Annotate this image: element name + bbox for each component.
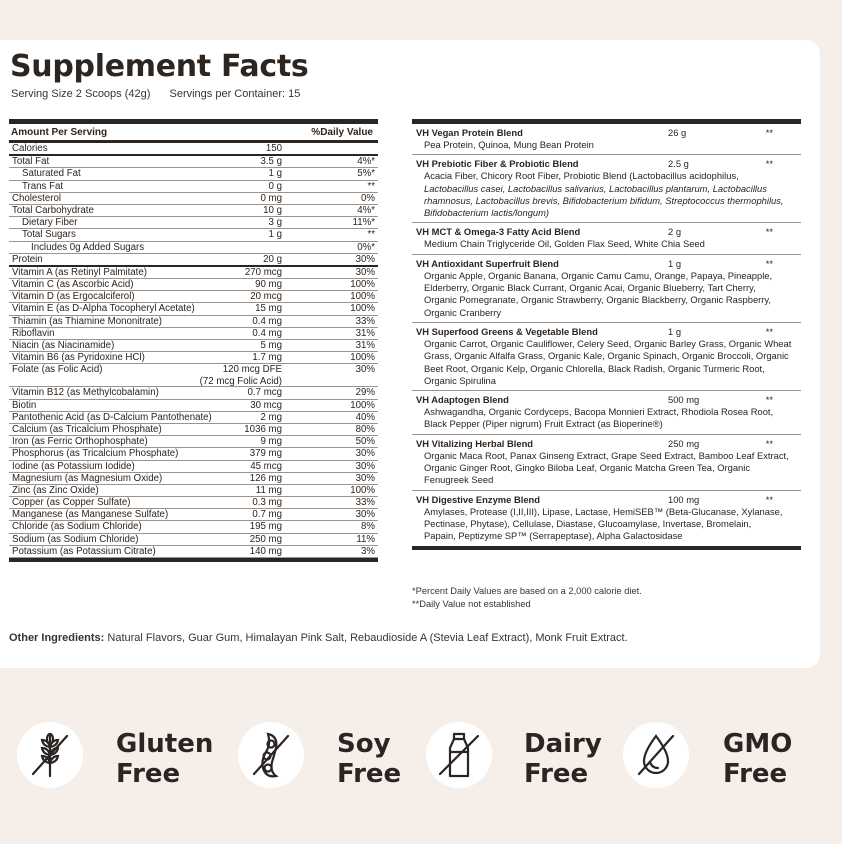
nutrient-name: Pantothenic Acid (as D-Calcium Pantothenate) <box>12 411 212 423</box>
soy-free-label <box>337 729 401 789</box>
nutrient-amount-line: 195 mg <box>249 521 282 533</box>
nutrient-daily-value: 0%* <box>357 241 375 253</box>
blend-daily-value: ** <box>765 127 773 138</box>
nutrient-daily-value: 40% <box>355 411 375 423</box>
badge-line2: Free <box>116 759 181 789</box>
nutrient-amount <box>260 340 282 351</box>
nutrient-amount <box>256 485 282 496</box>
blend-daily-value: ** <box>765 226 773 238</box>
nutrient-daily-value: 100% <box>350 291 375 303</box>
blend-amount: 250 mg <box>668 437 700 449</box>
nutrient-daily-value: 29% <box>355 387 375 399</box>
nutrient-amount <box>255 279 282 290</box>
blend-header <box>416 394 797 406</box>
nutrient-amount-line: 20 g <box>263 253 282 265</box>
nutrient-daily-value: 31% <box>355 327 375 339</box>
blend-amount: 500 mg <box>668 394 700 406</box>
dairy-free-badge <box>426 722 492 788</box>
nutrient-amount <box>252 497 282 508</box>
nutrient-amount <box>250 448 282 459</box>
nutrient-name: Sodium (as Sodium Chloride) <box>12 533 139 545</box>
table-row <box>9 291 378 303</box>
blend-ingredients-line: Amylases, Protease (I,II,III), Lipase, Lactase, HemiSEB™ (Beta-Glucanase, Xylanase, <box>424 505 783 517</box>
badge-line1: Soy <box>337 729 391 759</box>
nutrient-amount-line: 0.7 mg <box>252 509 282 521</box>
table-row <box>9 328 378 340</box>
nutrient-amount <box>250 291 282 302</box>
nutrient-name: Vitamin E (as D-Alpha Tocopheryl Acetate) <box>12 303 195 315</box>
nutrient-amount <box>245 267 282 278</box>
blend-ingredients-line: Organic Carrot, Organic Cauliflower, Celery Seed, Organic Barley Grass, Organic Wheat <box>424 337 792 349</box>
serving-info <box>11 88 316 100</box>
blend-name: VH Superfood Greens & Vegetable Blend <box>416 325 598 337</box>
blend-ingredients-line: Medium Chain Triglyceride Oil, Golden Flax Seed, White Chia Seed <box>424 238 705 250</box>
blend-daily-value: ** <box>765 437 773 449</box>
nutrient-amount-line: 15 mg <box>255 303 282 315</box>
table-row <box>9 181 378 193</box>
table-row <box>9 143 378 156</box>
nutrient-daily-value: 100% <box>350 399 375 411</box>
table-row <box>9 473 378 485</box>
nutrient-name: Calcium (as Tricalcium Phosphate) <box>12 423 162 435</box>
nutrient-amount-line: 1036 mg <box>244 423 282 435</box>
nutrient-name: Saturated Fat <box>22 168 81 180</box>
nutrient-name: Manganese (as Manganese Sulfate) <box>12 509 169 521</box>
blend-daily-value: ** <box>765 493 773 505</box>
table-row <box>9 412 378 424</box>
nutrient-name: Phosphorus (as Tricalcium Phosphate) <box>12 448 179 460</box>
blend-row <box>412 323 801 391</box>
blend-row <box>412 124 801 155</box>
nutrient-amount <box>269 229 282 240</box>
nutrient-amount-line: 140 mg <box>249 545 282 557</box>
nutrient-name: Vitamin B6 (as Pyridoxine HCl) <box>12 352 145 364</box>
blend-daily-value: ** <box>765 158 773 170</box>
nutrient-amount <box>266 143 282 154</box>
nutrient-daily-value: 11%* <box>352 217 375 229</box>
nutrient-name: Vitamin B12 (as Methylcobalamin) <box>12 387 159 399</box>
nutrient-amount <box>255 303 282 314</box>
blend-ingredients-line: Acacia Fiber, Chicory Root Fiber, Probiotic Blend (Lactobacillus acidophilus, <box>424 170 739 182</box>
badge-line2: Free <box>524 759 589 789</box>
nutrient-amount-line: 0 mg <box>260 192 282 204</box>
nutrient-name: Dietary Fiber <box>22 217 78 229</box>
nutrient-amount-line: 120 mcg DFE <box>222 364 282 376</box>
nutrient-amount-line: 45 mcg <box>250 460 282 472</box>
nutrient-amount <box>250 400 282 411</box>
nutrient-amount-line: 1 g <box>268 168 282 180</box>
badge-line1: Gluten <box>116 729 214 759</box>
blend-ingredients-line: Beet Root, Organic Kelp, Organic Chlorella, Black Radish, Organic Turmeric Root, <box>424 362 765 374</box>
blend-header <box>416 494 797 506</box>
nutrient-name: Copper (as Copper Sulfate) <box>12 497 131 509</box>
nutrient-name: Calories <box>12 143 48 154</box>
nutrient-daily-value: 100% <box>350 303 375 315</box>
table-row <box>9 156 378 168</box>
table-row <box>9 168 378 180</box>
blend-ingredients-line: Papain, Peptizyme SP™ (Serrapeptase), Alpha Galactosidase <box>424 530 683 542</box>
blend-ingredients-line: Organic Cranberry <box>424 306 502 318</box>
nutrient-amount-line: 150 <box>265 143 282 154</box>
table-row <box>9 424 378 436</box>
blend-ingredients-line: Pea Protein, Quinoa, Mung Bean Protein <box>424 139 594 150</box>
badge-line1: GMO <box>723 729 793 759</box>
blend-ingredients-line: Lactobacillus casei, Lactobacillus salivarius, Lactobacillus plantarum, Lactobacillus <box>424 182 767 194</box>
nutrient-amount <box>260 156 282 167</box>
blend-ingredients-line: Organic Apple, Organic Banana, Organic Camu Camu, Orange, Papaya, Pineapple, <box>424 269 773 281</box>
nutrient-amount-line: 5 mg <box>260 340 282 351</box>
nutrient-amount <box>269 217 282 228</box>
nutrient-name: Vitamin C (as Ascorbic Acid) <box>12 279 134 291</box>
nutrient-amount-line: 10 g <box>263 204 282 216</box>
nutrient-amount <box>250 473 282 484</box>
blend-amount: 2 g <box>668 226 682 238</box>
nutrient-amount-line: 90 mg <box>255 279 282 291</box>
blend-name: VH Vegan Protein Blend <box>416 127 523 138</box>
blend-header <box>416 326 797 338</box>
blend-ingredients-line: Bifidobacterium lactis/longum) <box>424 207 550 219</box>
blend-rows <box>412 124 801 546</box>
nutrient-amount <box>263 205 282 216</box>
blend-header <box>416 438 797 450</box>
blend-name: VH MCT & Omega-3 Fatty Acid Blend <box>416 226 581 238</box>
nutrient-amount <box>252 328 282 339</box>
blend-daily-value: ** <box>765 257 773 269</box>
table-bottom-rule <box>9 558 378 562</box>
gmo-drop-icon <box>623 722 689 788</box>
nutrient-amount-line: 9 mg <box>260 436 282 448</box>
nutrient-amount <box>244 424 282 435</box>
soy-free-badge <box>238 722 304 788</box>
nutrient-amount-line: 1.7 mg <box>252 352 282 364</box>
nutrient-name: Total Carbohydrate <box>12 204 94 216</box>
nutrient-daily-value: 0% <box>360 192 375 204</box>
wheat-icon <box>17 722 83 788</box>
table-row <box>9 485 378 497</box>
nutrient-name: Riboflavin <box>12 327 55 339</box>
nutrient-name: Potassium (as Potassium Citrate) <box>12 545 156 557</box>
nutrient-daily-value: 30% <box>355 472 375 484</box>
nutrient-amount-line: 270 mcg <box>244 266 282 278</box>
table-row <box>9 387 378 399</box>
nutrient-daily-value: 33% <box>355 497 375 509</box>
nutrient-name: Chloride (as Sodium Chloride) <box>12 521 142 533</box>
nutrient-amount-line: 3 g <box>268 217 282 229</box>
blend-row <box>412 223 801 254</box>
badge-line2: Free <box>337 759 402 789</box>
table-row <box>9 352 378 364</box>
blend-header <box>416 158 797 170</box>
nutrient-daily-value: 80% <box>355 423 375 435</box>
table-row <box>9 217 378 229</box>
gluten-free-label <box>116 729 213 789</box>
nutrient-amount-line: 0 g <box>268 180 282 192</box>
nutrient-amount <box>248 387 282 398</box>
soy-icon <box>238 722 304 788</box>
nutrient-name: Niacin (as Niacinamide) <box>12 340 115 351</box>
blend-name: VH Digestive Enzyme Blend <box>416 493 540 505</box>
nutrient-amount <box>260 412 282 423</box>
table-row <box>9 364 378 387</box>
nutrient-name: Trans Fat <box>22 180 64 192</box>
blend-ingredients-line: Ashwagandha, Organic Cordyceps, Bacopa Monnieri Extract, Rhodiola Rosea Root, <box>424 406 774 418</box>
other-ingredients-text: Natural Flavors, Guar Gum, Himalayan Pink Salt, Rebaudioside A (Stevia Leaf Extract), Monk Fruit Extract. <box>104 632 628 644</box>
table-row <box>9 303 378 315</box>
header-daily-value: %Daily Value <box>311 127 373 138</box>
blend-row <box>412 491 801 546</box>
nutrient-daily-value: 4%* <box>357 156 375 168</box>
nutrient-daily-value: 31% <box>355 340 375 351</box>
serving-size: Serving Size 2 Scoops (42g) <box>11 88 151 100</box>
blend-table-bottom-rule <box>412 546 801 550</box>
blend-row <box>412 391 801 435</box>
servings-per-container: Servings per Container: 15 <box>169 88 301 100</box>
nutrient-amount-line: 20 mcg <box>250 291 282 303</box>
nutrient-name: Iodine (as Potassium Iodide) <box>12 460 135 472</box>
nutrient-amount <box>252 316 282 327</box>
gmo-free-badge <box>623 722 689 788</box>
nutrient-name: Total Fat <box>12 156 50 168</box>
blend-ingredients-line: Elderberry, Organic Black Currant, Organic Acai, Organic Blueberry, Tart Cherry, <box>424 282 756 294</box>
nutrient-name: Includes 0g Added Sugars <box>31 241 145 253</box>
blend-header <box>416 127 797 139</box>
table-row <box>9 340 378 352</box>
nutrient-name: Thiamin (as Thiamine Mononitrate) <box>12 315 163 327</box>
nutrient-amount <box>250 461 282 472</box>
nutrient-daily-value: ** <box>367 180 375 192</box>
dairy-free-label <box>524 729 602 789</box>
table-row <box>9 400 378 412</box>
blend-table <box>412 119 801 550</box>
blend-ingredients-line: Fenugreek Seed <box>424 474 494 486</box>
nutrient-daily-value: 30% <box>355 364 375 376</box>
nutrient-name: Folate (as Folic Acid) <box>12 364 103 376</box>
blend-row <box>412 435 801 491</box>
footnote-not-established: **Daily Value not established <box>412 599 531 609</box>
nutrient-amount-line: 126 mg <box>249 472 282 484</box>
blend-amount: 2.5 g <box>668 158 689 170</box>
nutrient-amount-line: 3.5 g <box>260 156 282 168</box>
table-row <box>9 205 378 217</box>
nutrient-amount-line: 30 mcg <box>250 399 282 411</box>
blend-ingredients-line: Grass, Organic Alfalfa Grass, Organic Kale, Organic Spinach, Organic Broccoli, Organic <box>424 350 789 362</box>
blend-ingredients-line: rhamnosus, Lactobacillus brevis, Bifidobacterium bifidum, Streptococcus thermophilus, <box>424 194 784 206</box>
nutrient-daily-value: 30% <box>355 448 375 460</box>
nutrient-amount <box>269 168 282 179</box>
nutrient-name: Iron (as Ferric Orthophosphate) <box>12 436 148 448</box>
nutrient-amount <box>269 181 282 192</box>
nutrient-daily-value: 4%* <box>357 204 375 216</box>
blend-daily-value: ** <box>765 394 773 406</box>
nutrient-amount <box>252 509 282 520</box>
table-row <box>9 546 378 558</box>
blend-ingredients-line: Organic Ginger Root, Gingko Biloba Leaf, Organic Matcha Green Tea, Organic <box>424 462 751 474</box>
nutrient-table <box>9 119 378 562</box>
nutrient-daily-value: 3% <box>360 545 375 557</box>
table-row <box>9 193 378 205</box>
nutrient-amount-line: 0.4 mg <box>252 315 282 327</box>
nutrient-daily-value: 50% <box>355 436 375 448</box>
nutrient-amount-line: 2 mg <box>260 411 282 423</box>
nutrient-daily-value: 100% <box>350 352 375 364</box>
nutrient-amount <box>250 521 282 532</box>
blend-row <box>412 255 801 323</box>
blend-header <box>416 258 797 270</box>
nutrient-amount <box>260 436 282 447</box>
blend-name: VH Adaptogen Blend <box>416 394 509 406</box>
nutrient-amount <box>200 364 282 386</box>
nutrient-amount-line: 0.7 mcg <box>247 387 282 399</box>
nutrient-amount-line: 11 mg <box>255 484 282 496</box>
table-row <box>9 316 378 328</box>
nutrient-amount <box>250 534 282 545</box>
gluten-free-badge <box>17 722 83 788</box>
footnotes <box>412 585 642 611</box>
blend-daily-value: ** <box>765 325 773 337</box>
blend-amount: 1 g <box>668 325 682 337</box>
nutrient-daily-value: 8% <box>360 521 375 533</box>
milk-icon <box>426 722 492 788</box>
badge-line1: Dairy <box>524 729 602 759</box>
nutrient-daily-value: 5%* <box>357 168 375 180</box>
nutrient-name: Vitamin A (as Retinyl Palmitate) <box>12 266 147 278</box>
blend-row <box>412 155 801 223</box>
table-row <box>9 242 378 254</box>
blend-ingredients-line: Black Pepper (Piper nigrum) Fruit Extract (as Bioperine®) <box>424 418 663 430</box>
nutrient-daily-value: 100% <box>350 279 375 291</box>
nutrient-amount-line: 379 mg <box>249 448 282 460</box>
nutrient-daily-value: 30% <box>355 266 375 278</box>
table-row <box>9 461 378 473</box>
nutrient-amount-line: 0.4 mg <box>252 327 282 339</box>
table-row <box>9 521 378 533</box>
footnote-daily-values: *Percent Daily Values are based on a 2,000 calorie diet. <box>412 586 642 596</box>
nutrient-name: Total Sugars <box>22 229 76 241</box>
nutrient-name: Biotin <box>12 399 37 411</box>
nutrient-amount-line: 1 g <box>268 229 282 241</box>
nutrient-name: Protein <box>12 253 43 265</box>
other-ingredients-label: Other Ingredients: <box>9 632 105 644</box>
other-ingredients <box>9 632 628 644</box>
blend-ingredients-line: Pectinase, Phytase), Cellulase, Diastase, Glucoamylase, Invertase, Bromelain, <box>424 517 752 529</box>
table-row <box>9 254 378 267</box>
header-amount-per-serving: Amount Per Serving <box>11 127 108 138</box>
blend-amount: 100 mg <box>668 493 700 505</box>
table-row <box>9 497 378 509</box>
nutrient-amount <box>250 546 282 557</box>
nutrient-amount <box>263 254 282 265</box>
gmo-free-label <box>723 729 792 789</box>
nutrient-name: Magnesium (as Magnesium Oxide) <box>12 472 163 484</box>
page-title: Supplement Facts <box>10 49 309 84</box>
table-row <box>9 448 378 460</box>
blend-name: VH Prebiotic Fiber & Probiotic Blend <box>416 158 579 170</box>
blend-amount: 1 g <box>668 257 682 269</box>
table-row <box>9 509 378 521</box>
nutrient-name: Vitamin D (as Ergocalciferol) <box>12 291 135 303</box>
blend-ingredients-line: Organic Maca Root, Panax Ginseng Extract, Grape Seed Extract, Bamboo Leaf Extract, <box>424 449 789 461</box>
table-row <box>9 534 378 546</box>
nutrient-amount-line: 0.3 mg <box>252 497 282 509</box>
nutrient-daily-value: 30% <box>355 509 375 521</box>
blend-name: VH Antioxidant Superfruit Blend <box>416 257 559 269</box>
nutrient-amount <box>252 352 282 363</box>
nutrient-name: Cholesterol <box>12 192 62 204</box>
table-row <box>9 279 378 291</box>
blend-amount: 26 g <box>668 127 687 138</box>
nutrient-daily-value: 100% <box>350 484 375 496</box>
nutrient-daily-value: ** <box>367 229 375 241</box>
table-row <box>9 267 378 279</box>
nutrient-table-header <box>9 124 378 143</box>
blend-ingredients-line: Organic Pomegranate, Organic Strawberry, Organic Blackberry, Organic Raspberry, <box>424 294 772 306</box>
nutrient-amount-line: (72 mcg Folic Acid) <box>199 375 282 387</box>
table-row <box>9 436 378 448</box>
badge-line2: Free <box>723 759 788 789</box>
nutrient-daily-value: 30% <box>355 253 375 265</box>
blend-ingredients-line: Organic Spirulina <box>424 374 496 386</box>
blend-header <box>416 226 797 238</box>
nutrient-daily-value: 30% <box>355 460 375 472</box>
nutrient-name: Zinc (as Zinc Oxide) <box>12 484 99 496</box>
nutrient-amount-line: 250 mg <box>249 533 282 545</box>
blend-name: VH Vitalizing Herbal Blend <box>416 437 534 449</box>
nutrient-amount <box>260 193 282 204</box>
nutrient-daily-value: 33% <box>355 315 375 327</box>
nutrient-rows <box>9 143 378 558</box>
nutrient-daily-value: 11% <box>356 533 375 545</box>
table-row <box>9 229 378 241</box>
